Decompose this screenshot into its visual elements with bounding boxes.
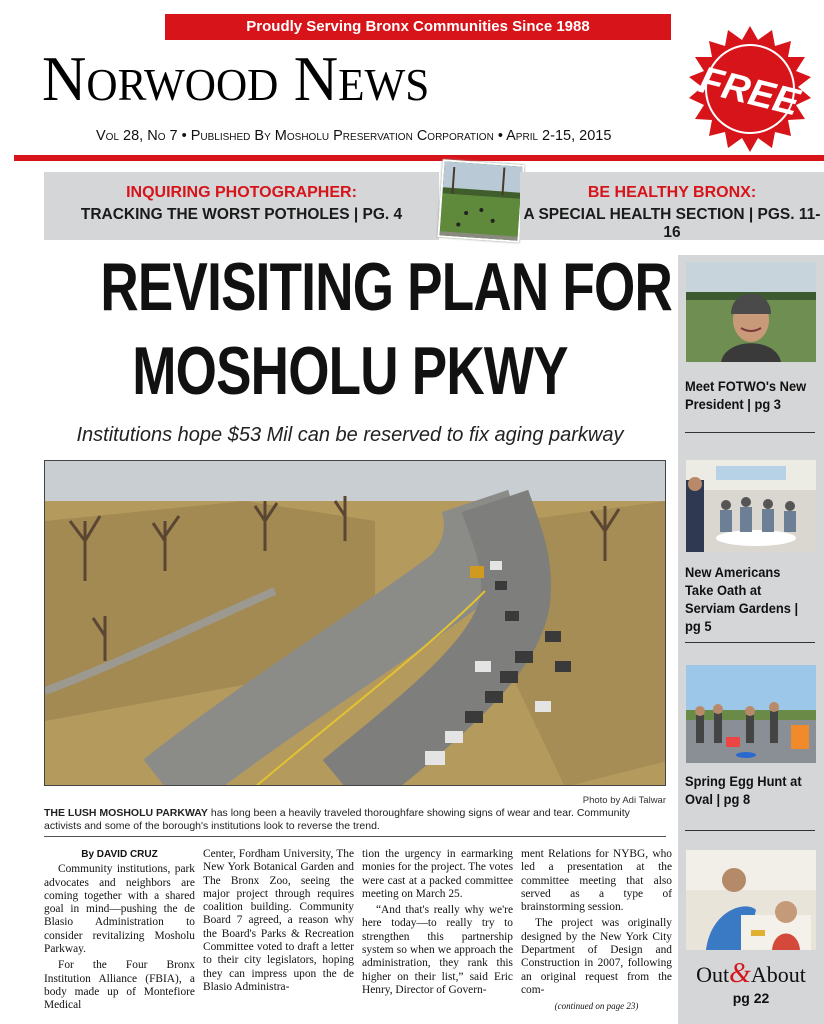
sidebar-item-fotwo[interactable]: Meet FOTWO's New President | pg 3 (685, 378, 807, 412)
byline: By DAVID CRUZ (81, 849, 158, 860)
out-about-about: About (750, 962, 806, 987)
story-headline-line2: MOSHOLU PKWY (132, 333, 568, 409)
sidebar-divider (685, 642, 815, 643)
sidebar-photo-egg-hunt (686, 665, 816, 763)
article-column-2 (203, 848, 354, 997)
teaser-park-photo (437, 159, 524, 243)
sidebar-item-new-americans[interactable]: New Americans Take Oath at Serviam Gardens | pg 5 (685, 564, 799, 634)
sidebar-photo-oath-ceremony (686, 460, 816, 552)
masthead-title: Norwood News (42, 43, 430, 114)
article-paragraph: The project was originally designed by the New York City Department of Design and Construction in 2007, following an original request from the com- (521, 917, 672, 996)
teaser-line: A SPECIAL HEALTH SECTION | PGS. 11-16 (523, 206, 821, 241)
article-column-3 (362, 848, 513, 1000)
free-badge (684, 24, 816, 156)
story-subhead: Institutions hope $53 Mil can be reserved to fix aging parkway (76, 424, 624, 446)
article-paragraph: For the Four Bronx Institution Alliance (FBIA), a body made up of Montefiore Medical (44, 959, 195, 1012)
photo-caption (44, 807, 666, 833)
sidebar-divider (685, 830, 815, 831)
article-paragraph: ment Relations for NYBG, who led a presentation at the committee meeting that also served as a type of brainstorming session. (521, 848, 672, 914)
teaser-be-healthy-bronx[interactable] (520, 172, 824, 240)
article-paragraph: tion the urgency in earmarking monies for the project. The votes were cast at a packed committee meeting on March 25. (362, 848, 513, 900)
sidebar-photo-out-about (686, 850, 816, 950)
caption-rule (44, 836, 666, 837)
masthead-banner: Proudly Serving Bronx Communities Since 1988 (165, 14, 671, 40)
sidebar-item-egg-hunt[interactable]: Spring Egg Hunt at Oval | pg 8 (685, 773, 802, 807)
article-column-4 (521, 848, 672, 1014)
photo-credit: Photo by Adi Talwar (582, 795, 666, 806)
teaser-kicker: BE HEALTHY BRONX: (587, 184, 757, 201)
out-about-out: Out (696, 962, 730, 987)
masthead-rule (14, 155, 824, 161)
sidebar-divider (685, 432, 815, 433)
out-about-page[interactable]: pg 22 (732, 990, 770, 1006)
out-about-logo[interactable] (680, 958, 822, 990)
free-badge-text: FREE (695, 59, 804, 125)
continued-note[interactable]: (continued on page 23) (554, 1001, 639, 1012)
teaser-line: TRACKING THE WORST POTHOLES | PG. 4 (80, 206, 403, 223)
article-paragraph: Community institutions, park advocates and neighbors are coming together with a shared goal in mind—pushing the de Blasio Administration to consider revitalizing Mosholu Parkway. (44, 863, 195, 956)
article-paragraph: “And that's really why we're here today—to really try to strengthen this partnership system so when we approach the administration, they rank this higher on their list,” said Eric Henry, Director of Govern- (362, 904, 513, 996)
teaser-inquiring-photographer[interactable] (44, 172, 439, 240)
parkway-aerial-photo (44, 460, 666, 786)
caption-text: has long been a heavily traveled thoroughfare showing signs of wear and tear. Community activists and some of the borough's institutions look to reverse the trend. (44, 807, 630, 832)
article-paragraph: Center, Fordham University, The New York Botanical Garden and The Bronx Zoo, seeing the major project through requires coalition building. Community Board 7 agreed, a reason why the Board's Parks & Recreation Committee voted to draft a letter to their city legislators, hoping they can impress upon the de Blasio Administra- (203, 848, 354, 993)
caption-lead: THE LUSH MOSHOLU PARKWAY (44, 807, 208, 819)
out-about-ampersand: & (729, 958, 751, 989)
issue-line: Vol 28, No 7 • Published By Mosholu Preservation Corporation • April 2-15, 2015 (96, 128, 612, 144)
story-headline-line1: REVISITING PLAN FOR (100, 249, 673, 325)
sidebar-photo-fotwo-president (686, 262, 816, 362)
teaser-kicker: INQUIRING PHOTOGRAPHER: (126, 184, 357, 201)
article-column-1 (44, 848, 195, 1016)
